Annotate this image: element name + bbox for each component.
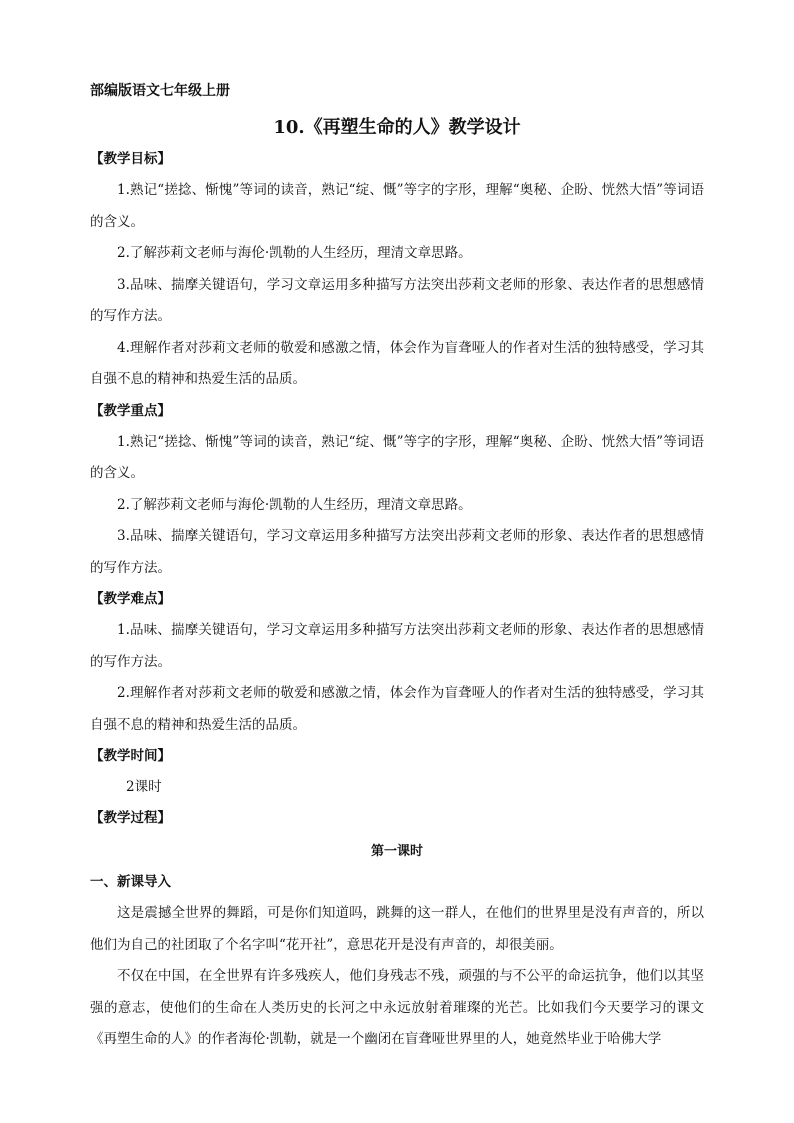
time-heading: 【教学时间】 <box>90 748 171 764</box>
process-heading: 【教学过程】 <box>90 810 171 826</box>
goal-item: 2.了解莎莉文老师与海伦·凯勒的人生经历，理清文章思路。 <box>117 245 472 261</box>
part-heading: 一、新课导入 <box>90 874 171 890</box>
key-point-item: 2.了解莎莉文老师与海伦·凯勒的人生经历，理清文章思路。 <box>117 496 472 513</box>
time-value: 2课时 <box>126 779 162 795</box>
difficulty-item: 1.品味、揣摩关键语句，学习文章运用多种描写方法突出莎莉文老师的形象、表达作者的思想感情的写作方法。 <box>90 622 704 670</box>
document-page <box>90 80 704 1056</box>
lesson-title: 第一课时 <box>370 844 423 859</box>
book-header: 部编版语文七年级上册 <box>90 83 230 99</box>
goal-item: 3.品味、揣摩关键语句，学习文章运用多种描写方法突出莎莉文老师的形象、表达作者的思想感情的写作方法。 <box>90 276 704 324</box>
intro-paragraph: 不仅在中国，在全世界有许多残疾人，他们身残志不残，顽强的与不公平的命运抗争，他们以其坚强的意志，使他们的生命在人类历史的长河之中永远放射着璀璨的光芒。比如我们今天要学习的课文《再塑生命的人》的作者海伦·凯勒，就是一个幽闭在盲聋哑世界里的人，她竟然毕业于哈佛大学 <box>90 968 704 1047</box>
goals-heading: 【教学目标】 <box>90 151 171 167</box>
goal-item: 1.熟记“搓捻、惭愧”等词的读音，熟记“绽、慨”等字的字形，理解“奥秘、企盼、恍然大悟”等词语的含义。 <box>90 182 704 230</box>
page-title: 10.《再塑生命的人》教学设计 <box>273 117 521 138</box>
intro-paragraph: 这是震撼全世界的舞蹈，可是你们知道吗，跳舞的这一群人，在他们的世界里是没有声音的，所以他们为自己的社团取了个名字叫“花开社”，意思花开是没有声音的，却很美丽。 <box>90 905 704 953</box>
key-points-heading: 【教学重点】 <box>90 402 171 419</box>
key-point-item: 1.熟记“搓捻、惭愧”等词的读音，熟记“绽、慨”等字的字形，理解“奥秘、企盼、恍然大悟”等词语的含义。 <box>90 433 704 481</box>
difficulty-item: 2.理解作者对莎莉文老师的敬爱和感激之情，体会作为盲聋哑人的作者对生活的独特感受，学习其自强不息的精神和热爱生活的品质。 <box>90 685 704 733</box>
difficulties-heading: 【教学难点】 <box>90 591 171 607</box>
key-point-item: 3.品味、揣摩关键语句，学习文章运用多种描写方法突出莎莉文老师的形象、表达作者的思想感情的写作方法。 <box>90 528 704 576</box>
goal-item: 4.理解作者对莎莉文老师的敬爱和感激之情，体会作为盲聋哑人的作者对生活的独特感受，学习其自强不息的精神和热爱生活的品质。 <box>90 339 704 387</box>
